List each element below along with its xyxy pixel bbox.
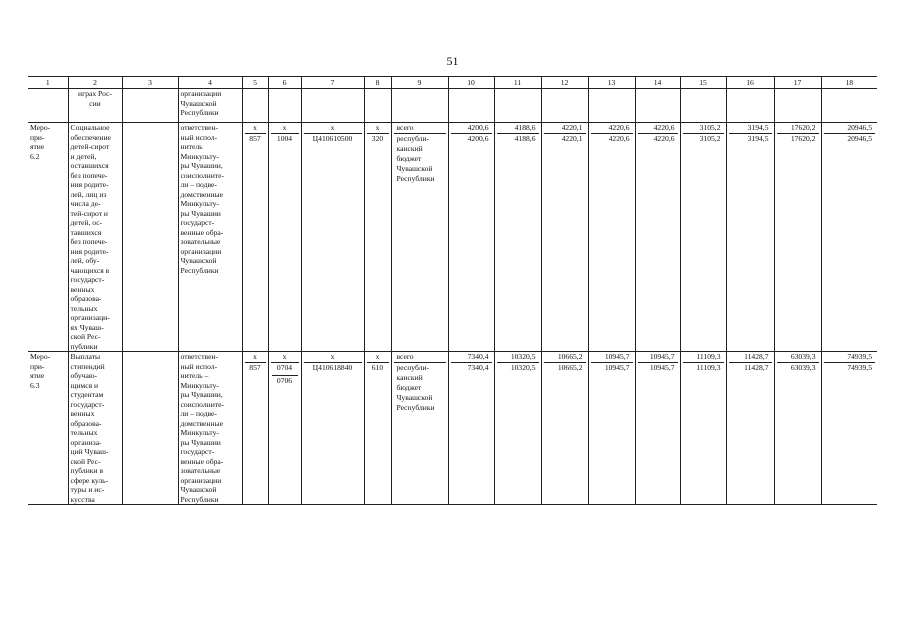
column-number-11: 11 xyxy=(494,77,541,89)
continuation-cell-13 xyxy=(588,89,635,123)
amount-detail: 4220,6 xyxy=(653,134,675,143)
amount-cell xyxy=(588,352,635,505)
column-number-2: 2 xyxy=(68,77,122,89)
amount-total: 4220,6 xyxy=(638,123,678,134)
column-number-1: 1 xyxy=(28,77,68,89)
amount-total: 4200,6 xyxy=(451,123,492,134)
amount-cell xyxy=(494,352,541,505)
cell-line: нитель xyxy=(180,142,203,151)
column-number-13: 13 xyxy=(588,77,635,89)
cell-line: государст- xyxy=(180,447,215,456)
cell-line: при- xyxy=(30,132,45,142)
funding-source-total: всего xyxy=(394,123,446,134)
cell-line: играх Рос- xyxy=(78,89,112,98)
amount-total: 11109,3 xyxy=(683,352,724,363)
cell-line: бюджет xyxy=(396,383,422,392)
continuation-cell-16 xyxy=(726,89,774,123)
cell-line: организации xyxy=(180,246,222,256)
column-number-6: 6 xyxy=(268,77,301,89)
amount-total: 4188,6 xyxy=(497,123,539,134)
amount-cell xyxy=(588,123,635,352)
cell-line: щимся и xyxy=(70,380,99,390)
cell-line: ций Чуваш- xyxy=(70,447,109,456)
funding-source-detail xyxy=(394,134,446,184)
cell-line: Чувашской xyxy=(396,393,433,402)
continuation-cell-14 xyxy=(635,89,680,123)
cell-line: сии xyxy=(89,98,101,108)
cell-line: домственные xyxy=(180,189,224,199)
amount-total: 10320,5 xyxy=(497,352,539,363)
cell-line: ятие xyxy=(30,142,45,151)
cell-line: 6.3 xyxy=(30,380,40,390)
amount-total: 3194,5 xyxy=(729,123,772,134)
cell-line: государст- xyxy=(70,275,105,284)
cell-line: республи- xyxy=(396,363,430,372)
amount-detail: 74939,5 xyxy=(847,363,872,372)
budget-table xyxy=(28,76,877,505)
cell-line: тавшихся xyxy=(70,227,102,237)
cell-line: лей, лиц из xyxy=(70,189,107,199)
cell-line: Чувашской xyxy=(396,164,433,173)
amount-cell xyxy=(680,352,726,505)
column-number-5: 5 xyxy=(242,77,268,89)
cell-line: Меро- xyxy=(30,123,51,132)
cell-line: сфере куль- xyxy=(70,475,109,485)
cell-line: без попече- xyxy=(70,170,108,180)
cell-line: венных xyxy=(70,284,95,294)
cell-line: Чувашской xyxy=(180,98,217,108)
cell-line: ли – подве- xyxy=(180,409,217,418)
expense-type-code-total: x xyxy=(367,352,389,363)
continuation-cell-17 xyxy=(774,89,821,123)
amount-cell xyxy=(821,123,877,352)
cell-line: Минкульту- xyxy=(180,428,219,437)
cell-line: соисполните- xyxy=(180,399,224,409)
continuation-cell-15 xyxy=(680,89,726,123)
measure-number xyxy=(28,352,68,505)
cell-line: публики в xyxy=(70,466,104,475)
cell-line: тельных xyxy=(70,428,98,437)
continuation-cell-11 xyxy=(494,89,541,123)
section-code xyxy=(268,123,301,352)
amount-total: 10945,7 xyxy=(591,352,633,363)
amount-total: 20946,5 xyxy=(824,123,876,134)
cell-line: при- xyxy=(30,361,45,371)
column-number-row xyxy=(28,77,877,89)
section-code xyxy=(268,352,301,505)
continuation-cell-2 xyxy=(68,89,122,123)
amount-cell xyxy=(726,123,774,352)
amount-cell xyxy=(541,352,588,505)
continuation-cell-5 xyxy=(242,89,268,123)
amount-total: 10665,2 xyxy=(544,352,586,363)
amount-detail: 7340,4 xyxy=(467,363,489,372)
expense-type-code-total: x xyxy=(367,123,389,134)
cell-line: Республики xyxy=(180,494,219,504)
measure-name xyxy=(68,352,122,505)
page-number: 51 xyxy=(446,54,459,68)
grbs-code xyxy=(242,352,268,505)
cell-line: организации xyxy=(180,475,222,485)
amount-cell xyxy=(448,123,494,352)
cell-line: Выплаты xyxy=(70,352,101,361)
cell-line: ния родите- xyxy=(70,180,109,189)
cell-line: республи- xyxy=(396,134,430,143)
executor-cell xyxy=(178,352,242,505)
amount-cell xyxy=(448,352,494,505)
cell-line: ях Чуваш- xyxy=(70,322,104,332)
continuation-cell-7 xyxy=(301,89,364,123)
cell-line: детей-сирот xyxy=(70,142,110,151)
amount-detail: 3105,2 xyxy=(699,134,721,143)
executor-cell xyxy=(178,123,242,352)
cell-line: детей, ос- xyxy=(70,218,103,227)
cell-line: лей, обу- xyxy=(70,256,100,265)
continuation-cell-9 xyxy=(391,89,448,123)
cell-line: венные обра- xyxy=(180,227,224,237)
amount-detail: 63039,3 xyxy=(790,363,816,372)
cell-line: туры и ис- xyxy=(70,485,105,494)
cell-line: ры Чувашии xyxy=(180,437,221,447)
cell-line: венные обра- xyxy=(180,456,224,466)
continuation-cell-3 xyxy=(122,89,178,123)
code-value: 0704 xyxy=(276,363,293,372)
amount-detail: 10320,5 xyxy=(510,363,536,372)
amount-cell xyxy=(541,123,588,352)
cell-line: Минкульту- xyxy=(180,151,219,161)
column-number-10: 10 xyxy=(448,77,494,89)
amount-detail: 4220,6 xyxy=(608,134,630,143)
amount-total: 3105,2 xyxy=(683,123,724,134)
cell-line: публики xyxy=(70,341,98,351)
subprogram-cell xyxy=(122,123,178,352)
cell-line: Республики xyxy=(180,265,219,275)
continuation-cell-12 xyxy=(541,89,588,123)
cell-line: обеспечение xyxy=(70,132,111,142)
cell-line: организации xyxy=(180,89,222,98)
funding-source xyxy=(391,352,448,505)
funding-source-total: всего xyxy=(394,352,446,363)
expense-type-code xyxy=(364,123,391,352)
cell-line: образова- xyxy=(70,294,102,303)
expense-type-code-detail: 610 xyxy=(371,363,384,372)
target-article-code-detail: Ц410610500 xyxy=(312,134,353,143)
cell-line: ный испол- xyxy=(180,361,218,371)
column-number-18: 18 xyxy=(821,77,877,89)
cell-line: Чувашской xyxy=(180,256,217,265)
cell-line: стипендий xyxy=(70,361,105,371)
cell-line: Республики xyxy=(396,403,435,412)
column-number-7: 7 xyxy=(301,77,364,89)
grbs-code xyxy=(242,123,268,352)
column-number-15: 15 xyxy=(680,77,726,89)
funding-source xyxy=(391,123,448,352)
grbs-code-total: x xyxy=(245,352,266,363)
cell-line: организаци- xyxy=(70,313,110,322)
continuation-cell-4 xyxy=(178,89,242,123)
amount-detail: 10665,2 xyxy=(557,363,583,372)
cell-line: оставшихся xyxy=(70,161,109,170)
section-code-detail xyxy=(271,363,299,386)
amount-total: 11428,7 xyxy=(729,352,772,363)
cell-line: домственные xyxy=(180,418,224,428)
amount-total: 17620,2 xyxy=(777,123,819,134)
column-number-12: 12 xyxy=(541,77,588,89)
amount-detail: 4200,6 xyxy=(467,134,489,143)
continuation-row xyxy=(28,89,877,123)
expense-type-code xyxy=(364,352,391,505)
amount-detail: 10945,7 xyxy=(649,363,675,372)
amount-cell xyxy=(726,352,774,505)
amount-cell xyxy=(774,352,821,505)
continuation-cell-6 xyxy=(268,89,301,123)
cell-line: ли – подве- xyxy=(180,180,217,189)
cell-line: канский xyxy=(396,373,423,382)
column-number-16: 16 xyxy=(726,77,774,89)
cell-line: нитель – xyxy=(180,371,209,380)
cell-line: ры Чувашии xyxy=(180,208,221,218)
amount-detail: 4220,1 xyxy=(561,134,583,143)
amount-total: 4220,1 xyxy=(544,123,586,134)
cell-line: ответствен- xyxy=(180,352,219,361)
cell-line: ятие xyxy=(30,371,45,380)
continuation-cell-10 xyxy=(448,89,494,123)
amount-total: 63039,3 xyxy=(777,352,819,363)
target-article-code-detail: Ц410618840 xyxy=(312,363,353,372)
cell-line: ской Рес- xyxy=(70,456,101,466)
column-number-14: 14 xyxy=(635,77,680,89)
cell-line: ской Рес- xyxy=(70,332,101,341)
cell-line: соисполните- xyxy=(180,170,224,180)
section-code-detail xyxy=(271,134,299,144)
cell-line: ный испол- xyxy=(180,132,218,142)
cell-line: обучаю- xyxy=(70,371,98,380)
amount-cell xyxy=(774,123,821,352)
section-code-total: x xyxy=(271,123,299,134)
amount-detail: 4188,6 xyxy=(514,134,536,143)
cell-line: Республики xyxy=(396,174,435,183)
cell-line: Республики xyxy=(180,108,219,117)
subprogram-cell xyxy=(122,352,178,505)
amount-total: 7340,4 xyxy=(451,352,492,363)
funding-source-detail xyxy=(394,363,446,413)
cell-line: Социальное xyxy=(70,123,110,132)
cell-line: тей-сирот и xyxy=(70,208,108,218)
amount-detail: 10945,7 xyxy=(604,363,630,372)
cell-line: 6.2 xyxy=(30,151,40,161)
column-number-17: 17 xyxy=(774,77,821,89)
target-article-code xyxy=(301,123,364,352)
cell-line: Чувашской xyxy=(180,485,217,494)
cell-line: ния родите- xyxy=(70,246,109,256)
cell-line: ры Чувашии, xyxy=(180,390,223,399)
cell-line: Минкульту- xyxy=(180,380,219,390)
cell-line: чающихся в xyxy=(70,265,110,275)
cell-line: государст- xyxy=(180,218,215,227)
section-code-total: x xyxy=(271,352,299,363)
cell-line: и детей, xyxy=(70,151,97,161)
cell-line: бюджет xyxy=(396,154,422,163)
cell-line: зовательные xyxy=(180,237,221,246)
amount-detail: 11428,7 xyxy=(744,363,769,372)
cell-line: тельных xyxy=(70,303,98,313)
amount-cell xyxy=(680,123,726,352)
continuation-cell-8 xyxy=(364,89,391,123)
column-number-8: 8 xyxy=(364,77,391,89)
amount-detail: 17620,2 xyxy=(790,134,816,143)
continuation-cell-1 xyxy=(28,89,68,123)
amount-detail: 11109,3 xyxy=(696,363,721,372)
amount-total: 10945,7 xyxy=(638,352,678,363)
cell-line: ры Чувашии, xyxy=(180,161,223,170)
cell-line: венных xyxy=(70,409,95,418)
code-value: 0706 xyxy=(272,375,298,386)
cell-line: Меро- xyxy=(30,352,51,361)
column-number-4: 4 xyxy=(178,77,242,89)
cell-line: Минкульту- xyxy=(180,199,219,208)
cell-line: студентам xyxy=(70,390,104,399)
amount-cell xyxy=(821,352,877,505)
cell-line: числа де- xyxy=(70,199,101,208)
grbs-code-total: x xyxy=(245,123,266,134)
code-value: 1004 xyxy=(276,134,293,143)
grbs-code-detail: 857 xyxy=(249,134,261,143)
measure-row xyxy=(28,352,877,505)
cell-line: зовательные xyxy=(180,466,221,475)
measure-number xyxy=(28,123,68,352)
cell-line: кусства xyxy=(70,494,95,504)
measure-name xyxy=(68,123,122,352)
cell-line: образова- xyxy=(70,418,102,428)
column-number-3: 3 xyxy=(122,77,178,89)
cell-line: канский xyxy=(396,144,423,153)
cell-line: государст- xyxy=(70,399,105,409)
amount-total: 4220,6 xyxy=(591,123,633,134)
column-number-9: 9 xyxy=(391,77,448,89)
amount-cell xyxy=(635,352,680,505)
expense-type-code-detail: 320 xyxy=(371,134,384,143)
continuation-cell-18 xyxy=(821,89,877,123)
target-article-code-total: x xyxy=(304,123,362,134)
amount-cell xyxy=(635,123,680,352)
amount-detail: 3194,5 xyxy=(747,134,769,143)
cell-line: без попече- xyxy=(70,237,108,246)
target-article-code-total: x xyxy=(304,352,362,363)
measure-row xyxy=(28,123,877,352)
amount-detail: 20946,5 xyxy=(847,134,872,143)
cell-line: организа- xyxy=(70,437,102,447)
amount-cell xyxy=(494,123,541,352)
cell-line: ответствен- xyxy=(180,123,219,132)
amount-total: 74939,5 xyxy=(824,352,876,363)
target-article-code xyxy=(301,352,364,505)
grbs-code-detail: 857 xyxy=(249,363,261,372)
